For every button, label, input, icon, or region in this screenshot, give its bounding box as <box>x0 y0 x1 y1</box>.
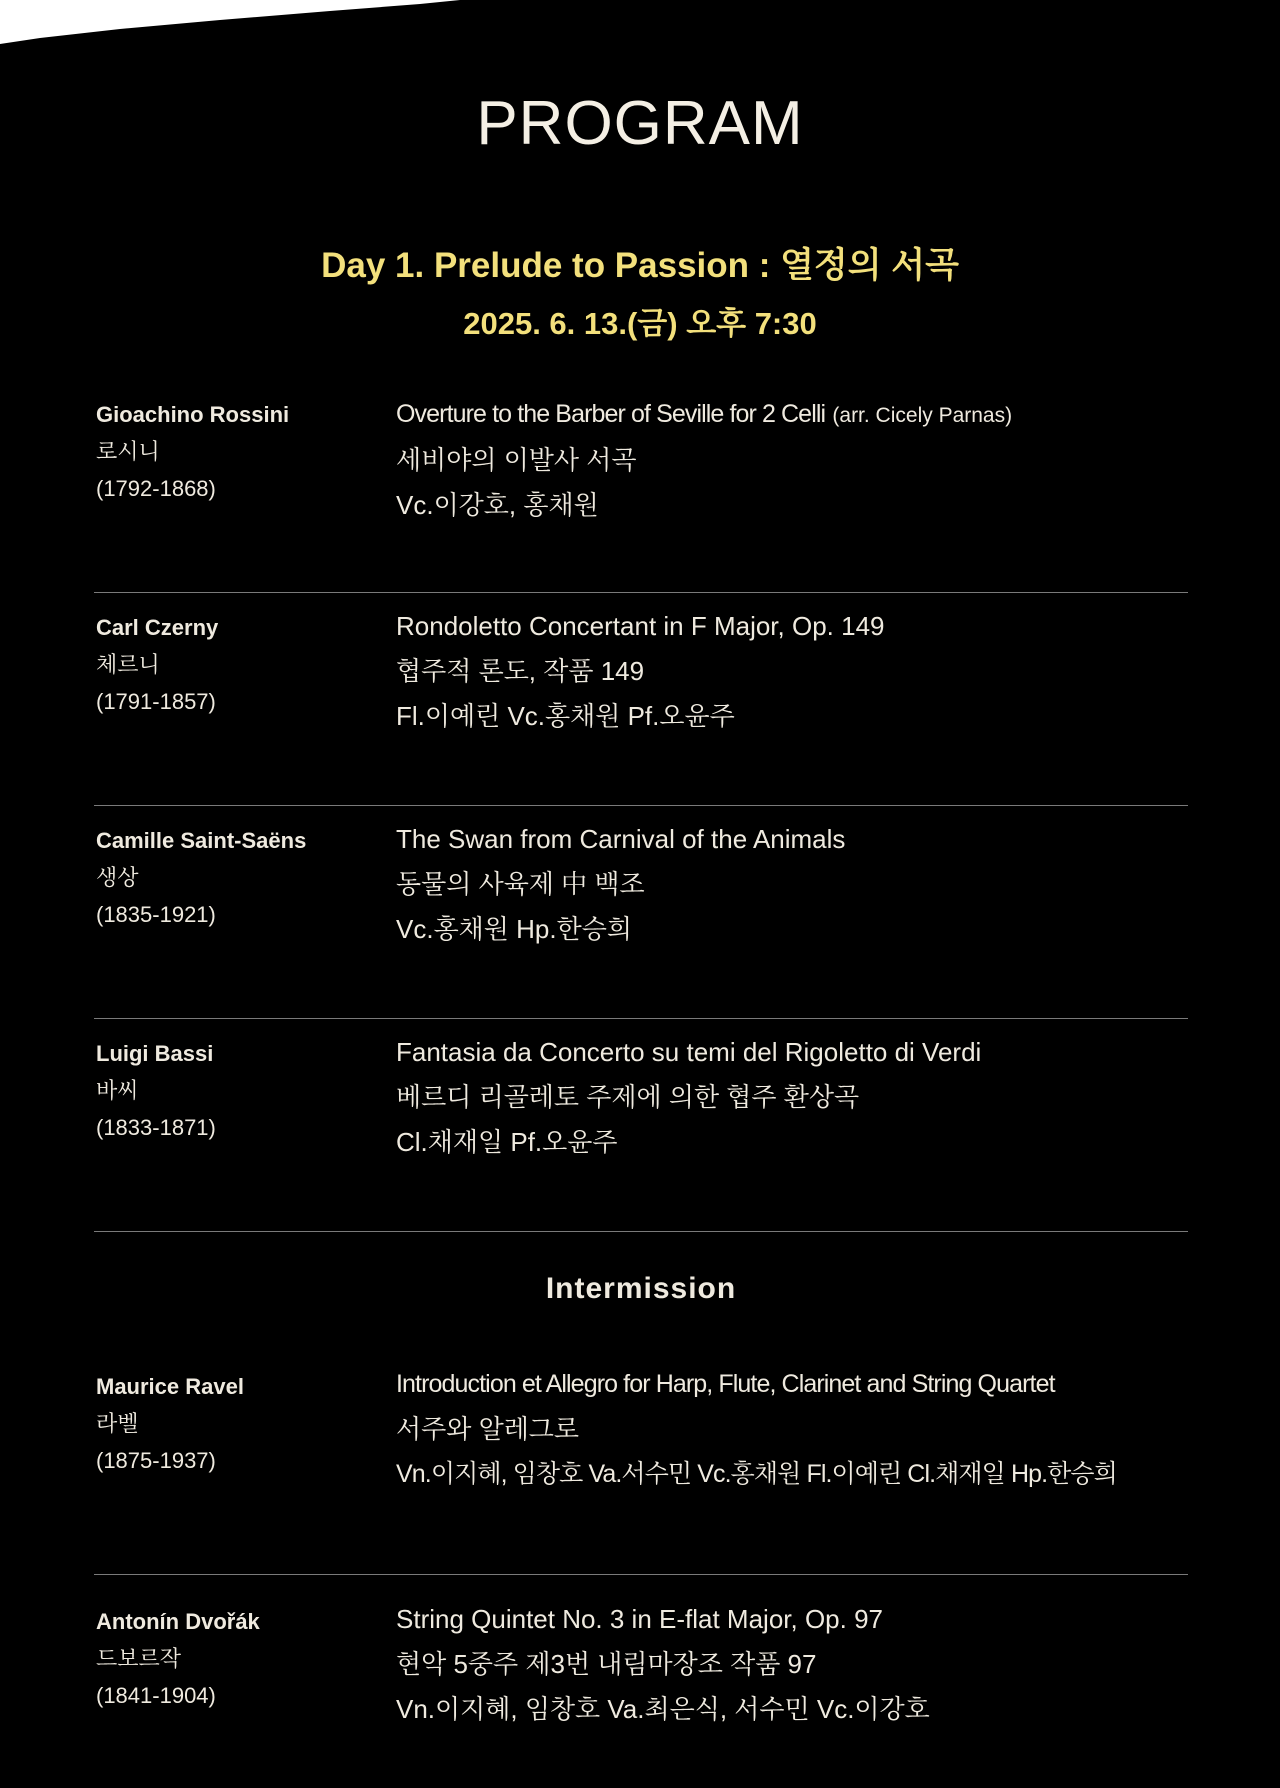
composer-years: (1841-1904) <box>96 1683 216 1708</box>
work-info <box>396 604 1196 739</box>
composer-name-korean: 바씨 <box>96 1078 139 1103</box>
composer-info <box>96 396 289 507</box>
work-title: Fantasia da Concerto su temi del Rigoletto di Verdi <box>396 1037 982 1067</box>
day-date: 2025. 6. 13.(금) 오후 7:30 <box>463 306 817 341</box>
program-entry <box>94 1362 1188 1575</box>
composer-name: Gioachino Rossini <box>96 402 290 427</box>
composer-info <box>96 1603 260 1714</box>
arranger: (arr. Cicely Parnas) <box>832 404 1013 427</box>
composer-years: (1875-1937) <box>96 1448 216 1473</box>
performers: Cl.채재일 Pf.오윤주 <box>396 1127 618 1157</box>
work-title-korean: 서주와 알레그로 <box>396 1414 580 1444</box>
composer-years: (1833-1871) <box>96 1115 216 1140</box>
work-title-korean: 세비야의 이발사 서곡 <box>396 445 637 475</box>
work-title-korean: 동물의 사육제 中 백조 <box>396 869 645 899</box>
composer-name: Antonín Dvořák <box>96 1609 260 1634</box>
work-title-korean: 베르디 리골레토 주제에 의한 협주 환상곡 <box>396 1082 860 1112</box>
work-title: String Quintet No. 3 in E-flat Major, Op. 97 <box>396 1604 884 1634</box>
page-title: PROGRAM <box>476 89 804 158</box>
composer-name: Carl Czerny <box>96 615 219 640</box>
work-info <box>396 817 1196 952</box>
work-title-korean: 협주적 론도, 작품 149 <box>396 656 645 686</box>
composer-name: Luigi Bassi <box>96 1041 214 1066</box>
work-title: The Swan from Carnival of the Animals <box>396 824 846 854</box>
composer-name: Maurice Ravel <box>96 1374 244 1399</box>
program-entry <box>94 593 1188 806</box>
composer-info <box>96 822 306 933</box>
work-info <box>396 1362 1196 1497</box>
composer-name-korean: 체르니 <box>96 652 160 677</box>
composer-name-korean: 드보르작 <box>96 1646 182 1671</box>
program-entry <box>94 380 1188 593</box>
program-entry <box>94 1019 1188 1232</box>
work-info <box>396 1597 1196 1732</box>
composer-name-korean: 라벨 <box>96 1411 139 1436</box>
performers: Vn.이지혜, 임창호 Va.서수민 Vc.홍채원 Fl.이예린 Cl.채재일 Hp.한승희 <box>396 1460 1117 1488</box>
composer-info <box>96 609 218 720</box>
composer-years: (1835-1921) <box>96 902 216 927</box>
performers: Vn.이지혜, 임창호 Va.최은식, 서수민 Vc.이강호 <box>396 1694 930 1724</box>
composer-years: (1791-1857) <box>96 689 216 714</box>
performers: Vc.홍채원 Hp.한승희 <box>396 914 632 944</box>
day-title: Day 1. Prelude to Passion : 열정의 서곡 <box>321 246 959 285</box>
torn-paper-edge <box>0 0 1280 60</box>
program-list <box>94 380 1188 1788</box>
composer-years: (1792-1868) <box>96 476 216 501</box>
program-entry <box>94 806 1188 1019</box>
work-title-line <box>396 391 1196 438</box>
composer-name-korean: 생상 <box>96 865 139 890</box>
program-entry <box>94 1575 1188 1788</box>
work-title: Introduction et Allegro for Harp, Flute, Clarinet and String Quartet <box>396 1370 1055 1398</box>
intermission <box>94 1232 1188 1362</box>
composer-name-korean: 로시니 <box>96 439 160 464</box>
composer-name: Camille Saint-Saëns <box>96 828 307 853</box>
work-title: Overture to the Barber of Seville for 2 Celli <box>396 400 826 428</box>
work-title: Rondoletto Concertant in F Major, Op. 149 <box>396 611 885 641</box>
performers: Fl.이예린 Vc.홍채원 Pf.오윤주 <box>396 701 735 731</box>
composer-info <box>96 1035 216 1146</box>
work-info <box>396 1030 1196 1165</box>
composer-info <box>96 1368 244 1479</box>
intermission-label: Intermission <box>545 1272 737 1305</box>
work-info <box>396 391 1196 528</box>
performers: Vc.이강호, 홍채원 <box>396 490 599 520</box>
work-title-korean: 현악 5중주 제3번 내림마장조 작품 97 <box>396 1649 817 1679</box>
